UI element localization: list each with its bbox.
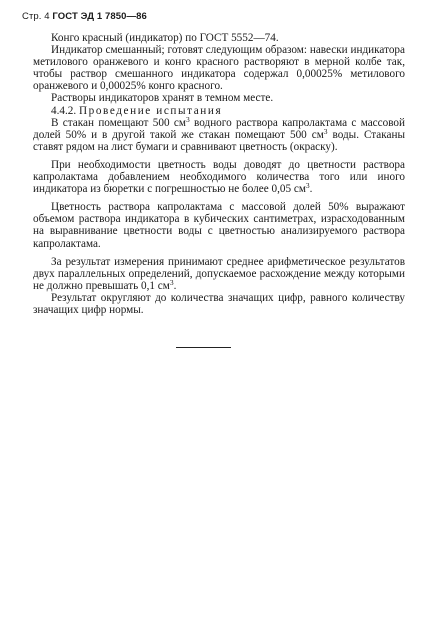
superscript-3: 3 bbox=[323, 126, 328, 136]
result-text-2: . bbox=[173, 279, 177, 292]
paragraph-mixed-indicator: Индикатор смешанный; готовят следующим образом: навески индикатора метилового оранжевого и конго красного растворяют в мерной колбе так, чтобы раствор смешанного индикатора содержал 0,00025% метилового оранжевого и 0,00025% конго красного. bbox=[33, 44, 405, 93]
paragraph-congo-red: Конго красный (индикатор) по ГОСТ 5552—74. bbox=[51, 32, 279, 44]
procedure-text-2: водного раствора капролактама с массовой долей 50% и в другой такой же стакан помещают 500 см bbox=[33, 116, 405, 141]
superscript-3: 3 bbox=[185, 114, 190, 124]
section-title: Проведение испытания bbox=[78, 104, 223, 117]
paragraph-adjust-color bbox=[33, 159, 405, 195]
page-header bbox=[22, 11, 147, 22]
document-body bbox=[33, 32, 405, 316]
paragraph-result bbox=[33, 256, 405, 292]
adjust-text-1: При необходимости цветность воды доводят до цветности раствора капролактама добавлением необходимого количества того или иного индикатора из бюретки с погрешностью не более 0,05 см bbox=[33, 158, 405, 196]
adjust-text-2: . bbox=[309, 183, 313, 196]
standard-code: ГОСТ ЭД 1 7850—86 bbox=[52, 11, 147, 22]
result-text-1: За результат измерения принимают среднее арифметическое результатов двух параллельных определений, допускаемое расхождение между которыми не должно превышать 0,1 см bbox=[33, 255, 405, 292]
paragraph-procedure bbox=[33, 114, 405, 153]
procedure-text-3: воды. Стаканы ставят рядом на лист бумаги и сравнивают цветность (окраску). bbox=[33, 128, 405, 153]
superscript-3: 3 bbox=[169, 277, 174, 287]
paragraph-rounding: Результат округляют до количества значащих цифр, равного количеству значащих цифр нормы. bbox=[33, 291, 405, 316]
superscript-3: 3 bbox=[305, 181, 310, 191]
end-rule bbox=[176, 347, 231, 348]
page-number: Стр. 4 bbox=[22, 11, 50, 22]
section-heading bbox=[33, 105, 405, 117]
paragraph-storage: Растворы индикаторов хранят в темном месте. bbox=[51, 92, 274, 105]
procedure-text-1: В стакан помещают 500 см bbox=[51, 116, 186, 129]
section-number: 4.4.2. bbox=[51, 104, 77, 117]
paragraph-expression: Цветность раствора капролактама с массовой долей 50% выражают объемом раствора индикатора в кубических сантиметрах, израсходованным на выравнивание цветности воды с цветностью анализируемого раствора капролактама. bbox=[33, 201, 405, 250]
